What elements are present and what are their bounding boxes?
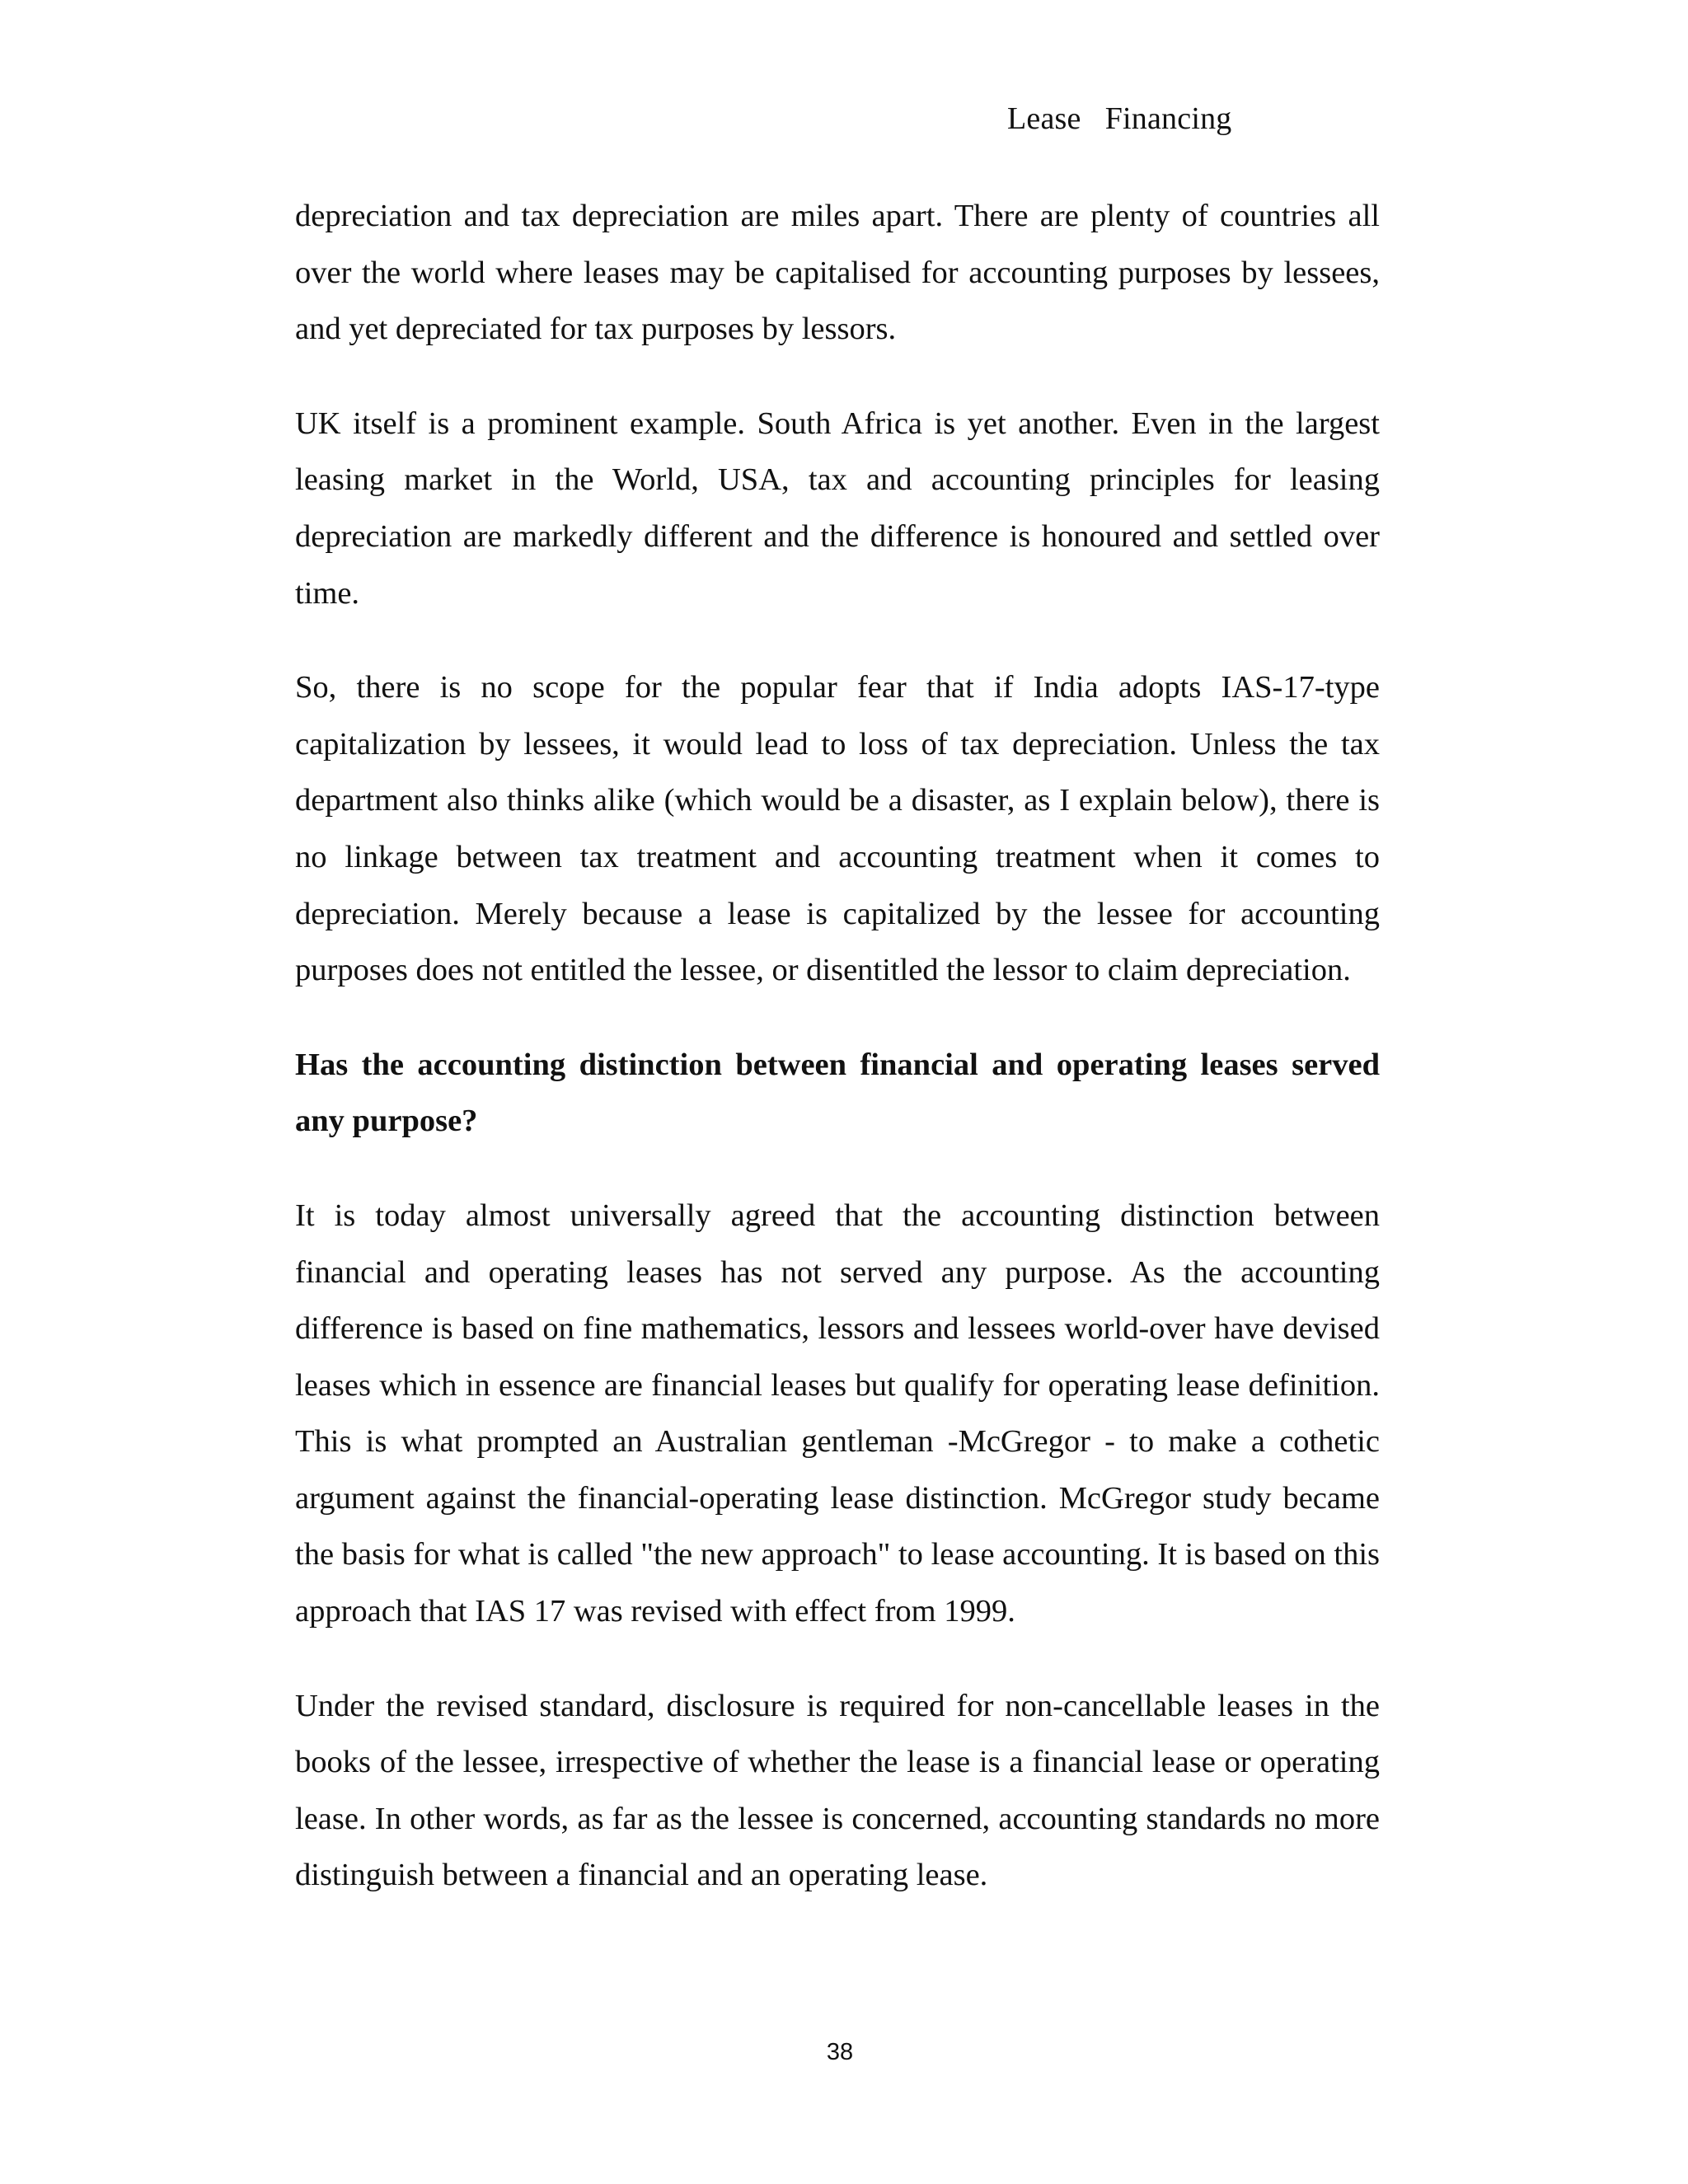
page-number: 38 (826, 2039, 854, 2065)
paragraph-uk-example: UK itself is a prominent example. South Africa is yet another. Even in the largest leasing market in the World, USA, tax and accounting principles for leasing depreciation are markedly different and the difference is honoured and settled over time. (295, 405, 1380, 611)
paragraph-revised-standard: Under the revised standard, disclosure is required for non-cancellable leases in the books of the lessee, irrespective of whether the lease is a financial lease or operating lease. In other words, as far as the lessee is concerned, accounting standards no more distinguish between a financial and an operating lease. (295, 1688, 1380, 1893)
section-heading: Has the accounting distinction between financial and operating leases served any purpose? (295, 1047, 1380, 1139)
paragraph-no-scope-fear: So, there is no scope for the popular fear that if India adopts IAS-17-type capitalization by lessees, it would lead to loss of tax depreciation. Unless the tax department also thinks alike (which would be a disaster, as I explain below), there is no linkage between tax treatment and accounting treatment when it comes to depreciation. Merely because a lease is capitalized by the lessee for accounting purposes does not entitled the lessee, or disentitled the lessor to claim depreciation. (295, 670, 1380, 988)
paragraph-depreciation-apart: depreciation and tax depreciation are miles apart. There are plenty of countries all over the world where leases may be capitalised for accounting purposes by lessees, and yet depreciated for tax purposes by lessors. (295, 199, 1380, 347)
paragraph-universally-agreed: It is today almost universally agreed that the accounting distinction between financial and operating leases has not served any purpose. As the accounting difference is based on fine mathematics, lessors and lessees world-over have devised leases which in essence are financial leases but qualify for operating lease definition. This is what prompted an Australian gentleman -McGregor - to make a cothetic argument against the financial-operating lease distinction. McGregor study became the basis for what is called "the new approach" to lease accounting. It is based on this approach that IAS 17 was revised with effect from 1999. (295, 1197, 1380, 1629)
page-body (295, 188, 1380, 1942)
running-header: Lease Financing (1007, 101, 1232, 136)
